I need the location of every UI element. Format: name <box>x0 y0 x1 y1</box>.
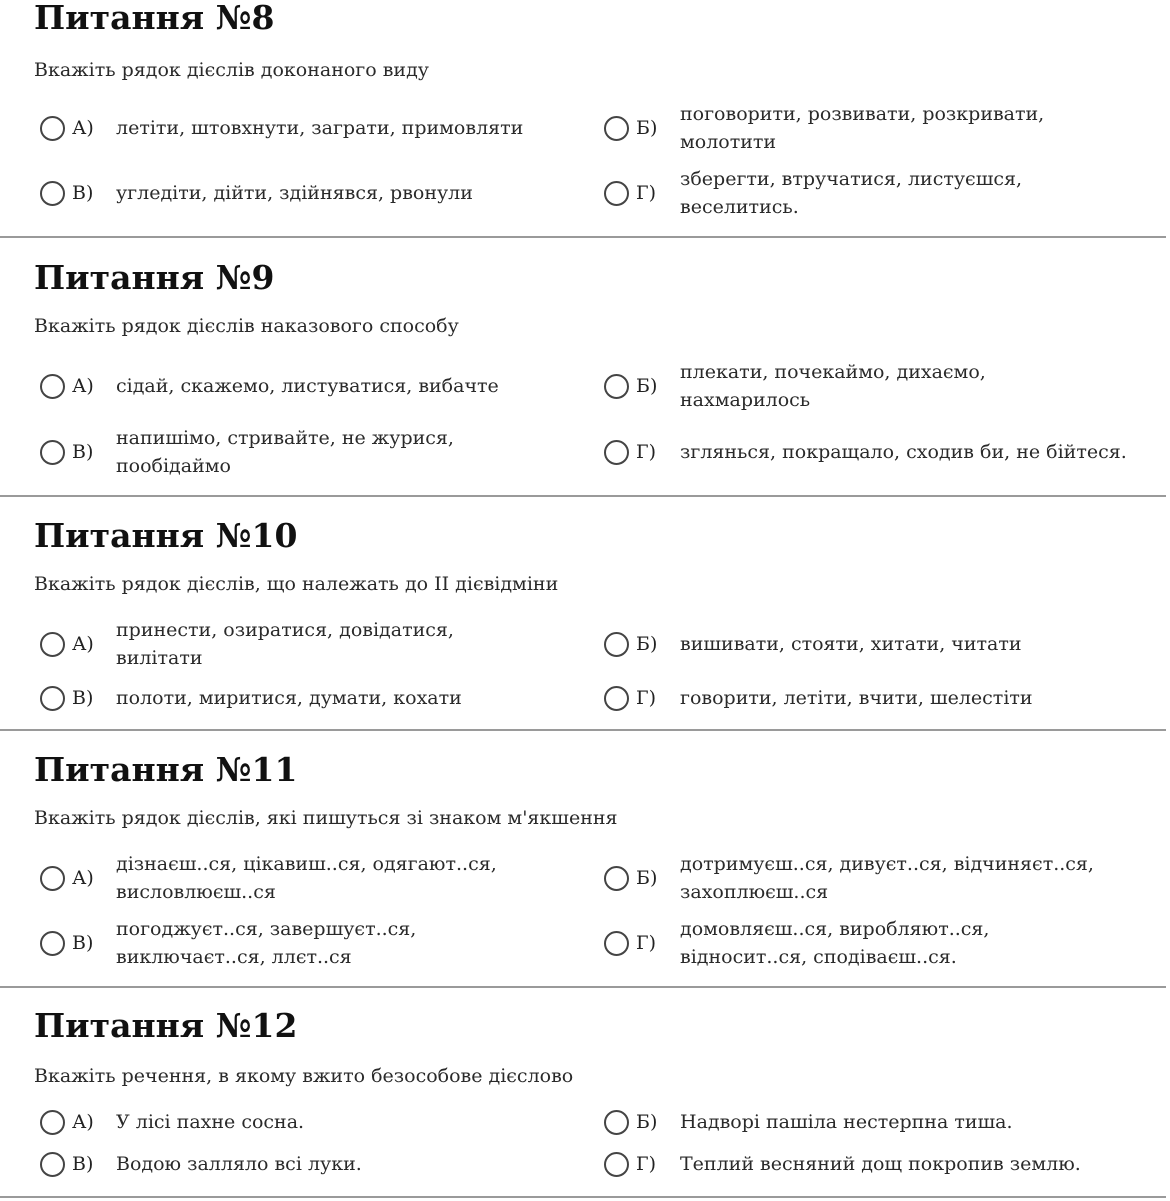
option-letter: В) <box>72 932 94 954</box>
option-text: говорити, летіти, вчити, шелестіти <box>680 687 1033 709</box>
radio-button[interactable] <box>604 1152 629 1177</box>
option-letter: А) <box>72 375 94 397</box>
radio-button[interactable] <box>604 116 629 141</box>
option-letter: В) <box>72 182 94 204</box>
option-letter: Г) <box>636 182 656 204</box>
option-b[interactable] <box>604 848 1164 908</box>
option-letter: А) <box>72 1111 94 1133</box>
radio-button[interactable] <box>40 1152 65 1177</box>
option-text: напишімо, стривайте, не журися, пообідаймо <box>116 427 454 477</box>
option-g[interactable] <box>604 422 1164 482</box>
option-text: поговорити, розвивати, розкривати, молотити <box>680 103 1045 153</box>
option-text: домовляєш..ся, виробляют..ся, відносит..ся, сподіваєш..ся. <box>680 918 990 968</box>
option-g[interactable] <box>604 163 1164 223</box>
option-a[interactable] <box>40 356 600 416</box>
radio-button[interactable] <box>40 866 65 891</box>
radio-button[interactable] <box>40 116 65 141</box>
radio-button[interactable] <box>40 686 65 711</box>
option-letter: Г) <box>636 687 656 709</box>
option-letter: Б) <box>636 375 658 397</box>
option-a[interactable] <box>40 98 600 158</box>
option-text: полоти, миритися, думати, кохати <box>116 687 462 709</box>
radio-button[interactable] <box>40 931 65 956</box>
option-b[interactable] <box>604 614 1164 674</box>
option-b[interactable] <box>604 356 1164 416</box>
option-text: Теплий весняний дощ покропив землю. <box>680 1153 1081 1175</box>
question-title: Питання №12 <box>34 1006 298 1045</box>
option-letter: В) <box>72 1153 94 1175</box>
option-letter: А) <box>72 633 94 655</box>
question-text: Вкажіть рядок дієслів наказового способу <box>34 315 459 337</box>
option-text: плекати, почекаймо, дихаємо, нахмарилось <box>680 361 986 411</box>
option-g[interactable] <box>604 1136 1164 1192</box>
option-a[interactable] <box>40 848 600 908</box>
option-text: принести, озиратися, довідатися, вилітати <box>116 619 454 669</box>
option-text: У лісі пахне сосна. <box>116 1111 305 1133</box>
question-text: Вкажіть рядок дієслів, які пишуться зі знаком м'якшення <box>34 807 618 829</box>
question-divider <box>0 236 1166 238</box>
option-text: дотримуєш..ся, дивуєт..ся, відчиняєт..ся, захоплюєш..ся <box>680 853 1094 903</box>
question-title: Питання №8 <box>34 0 275 37</box>
option-text: зглянься, покращало, сходив би, не бійтеся. <box>680 441 1127 463</box>
option-letter: А) <box>72 867 94 889</box>
radio-button[interactable] <box>604 181 629 206</box>
radio-button[interactable] <box>604 686 629 711</box>
radio-button[interactable] <box>604 1110 629 1135</box>
question-title: Питання №11 <box>34 750 298 789</box>
option-letter: Г) <box>636 932 656 954</box>
option-text: погоджуєт..ся, завершуєт..ся, виключаєт..ся, ллєт..ся <box>116 918 417 968</box>
option-v[interactable] <box>40 668 600 728</box>
option-v[interactable] <box>40 422 600 482</box>
option-text: Надворі пашіла нестерпна тиша. <box>680 1111 1013 1133</box>
option-v[interactable] <box>40 163 600 223</box>
radio-button[interactable] <box>604 931 629 956</box>
radio-button[interactable] <box>40 374 65 399</box>
option-letter: Б) <box>636 1111 658 1133</box>
option-letter: Г) <box>636 441 656 463</box>
option-letter: В) <box>72 687 94 709</box>
option-letter: Г) <box>636 1153 656 1175</box>
question-text: Вкажіть рядок дієслів, що належать до II дієвідміни <box>34 573 559 595</box>
option-text: угледіти, дійти, здійнявся, рвонули <box>116 182 473 204</box>
question-divider <box>0 729 1166 731</box>
radio-button[interactable] <box>604 632 629 657</box>
option-g[interactable] <box>604 913 1164 973</box>
option-text: сідай, скажемо, листуватися, вибачте <box>116 375 499 397</box>
radio-button[interactable] <box>604 374 629 399</box>
option-letter: Б) <box>636 117 658 139</box>
question-divider <box>0 986 1166 988</box>
question-title: Питання №10 <box>34 516 298 555</box>
option-letter: В) <box>72 441 94 463</box>
question-divider <box>0 1196 1166 1198</box>
option-text: вишивати, стояти, хитати, читати <box>680 633 1022 655</box>
option-text: зберегти, втручатися, листуєшся, веселитись. <box>680 168 1023 218</box>
option-letter: Б) <box>636 633 658 655</box>
option-text: дізнаєш..ся, цікавиш..ся, одягают..ся, висловлюєш..ся <box>116 853 497 903</box>
question-title: Питання №9 <box>34 258 275 297</box>
radio-button[interactable] <box>40 440 65 465</box>
radio-button[interactable] <box>40 181 65 206</box>
question-divider <box>0 495 1166 497</box>
option-v[interactable] <box>40 1136 600 1192</box>
option-g[interactable] <box>604 668 1164 728</box>
radio-button[interactable] <box>40 632 65 657</box>
option-text: летіти, штовхнути, заграти, примовляти <box>116 117 524 139</box>
option-a[interactable] <box>40 614 600 674</box>
option-letter: А) <box>72 117 94 139</box>
question-text: Вкажіть рядок дієслів доконаного виду <box>34 59 429 81</box>
option-v[interactable] <box>40 913 600 973</box>
option-text: Водою залляло всі луки. <box>116 1153 362 1175</box>
radio-button[interactable] <box>40 1110 65 1135</box>
radio-button[interactable] <box>604 440 629 465</box>
radio-button[interactable] <box>604 866 629 891</box>
option-b[interactable] <box>604 98 1164 158</box>
question-text: Вкажіть речення, в якому вжито безособове дієслово <box>34 1065 574 1087</box>
option-letter: Б) <box>636 867 658 889</box>
